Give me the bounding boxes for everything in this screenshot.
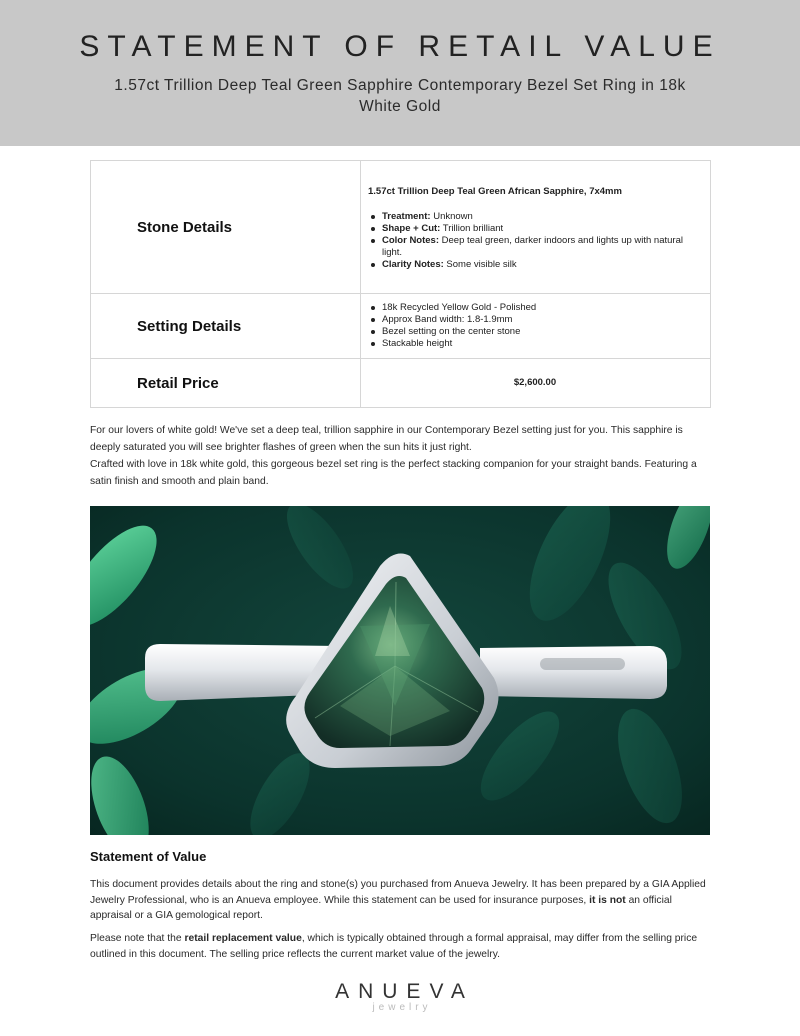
list-item: Stackable height [368,338,702,350]
setting-details-label: Setting Details [91,294,361,359]
list-item: 18k Recycled Yellow Gold - Polished [368,302,702,314]
header-banner [0,0,800,146]
brand-tagline: jewelry [372,1002,432,1013]
brand-logo [300,980,500,1013]
statement-text: , which is typically obtained through a formal appraisal, may differ from the selling price outlined in this document. The selling price reflects the current market value of the jewelry. [90,933,698,960]
stone-details-list [368,211,702,271]
statement-emphasis: it is not [589,894,626,906]
statement-emphasis: retail replacement value [184,933,302,944]
ring-image [90,506,710,835]
setting-details-row [91,294,711,359]
detail-key: Shape + Cut: [382,222,441,234]
detail-value: Some visible silk [443,258,517,270]
product-description [90,422,711,490]
list-item: Bezel setting on the center stone [368,326,702,338]
statement-paragraph [90,877,711,924]
description-paragraph: Crafted with love in 18k white gold, this gorgeous bezel set ring is the perfect stacking companion for your straight bands. Featuring a satin finish and smooth and plain band. [90,459,697,487]
detail-value: Trillion brilliant [440,222,504,234]
retail-price-value: $2,600.00 [361,359,711,408]
stone-details-label: Stone Details [91,161,361,294]
statement-text: an official appraisal or a GIA gemological report. [90,894,672,921]
list-item [368,223,702,235]
retail-price-row [91,359,711,408]
statement-text: This document provides details about the ring and stone(s) you purchased from Anueva Jewelry. It has been prepared by a GIA Applied Jewelry Professional, who is an Anueva employee. While this statement can be used for insurance purposes, [90,879,706,906]
list-item [368,259,702,271]
list-item [368,235,702,259]
product-subtitle: 1.57ct Trillion Deep Teal Green Sapphire Contemporary Bezel Set Ring in 18k White Gold [114,77,686,115]
stone-title: 1.57ct Trillion Deep Teal Green African Sapphire, 7x4mm [368,185,622,197]
document-title: STATEMENT OF RETAIL VALUE [79,30,721,63]
setting-details-list [368,302,702,350]
statement-paragraph [90,931,711,962]
setting-details-value [361,294,711,359]
description-paragraph: For our lovers of white gold! We've set a deep teal, trillion sapphire in our Contemporary Bezel setting just for you. This sapphire is deeply saturated you will see brighter flashes of green when the sun hits it just right. [90,425,683,453]
list-item: Approx Band width: 1.8-1.9mm [368,314,702,326]
detail-key: Treatment: [382,210,431,222]
product-photo [90,506,710,835]
list-item [368,211,702,223]
retail-price-label: Retail Price [91,359,361,408]
statement-title: Statement of Value [90,849,207,864]
detail-value: Unknown [430,210,473,222]
statement-text: Please note that the [90,933,185,944]
detail-value: Deep teal green, darker indoors and lights up with natural light. [382,234,683,258]
detail-key: Clarity Notes: [382,258,444,270]
stone-details-value [361,161,711,294]
detail-key: Color Notes: [382,234,439,246]
details-table [90,160,711,408]
stone-details-row [91,161,711,294]
brand-name: ANUEVA [335,980,474,1003]
